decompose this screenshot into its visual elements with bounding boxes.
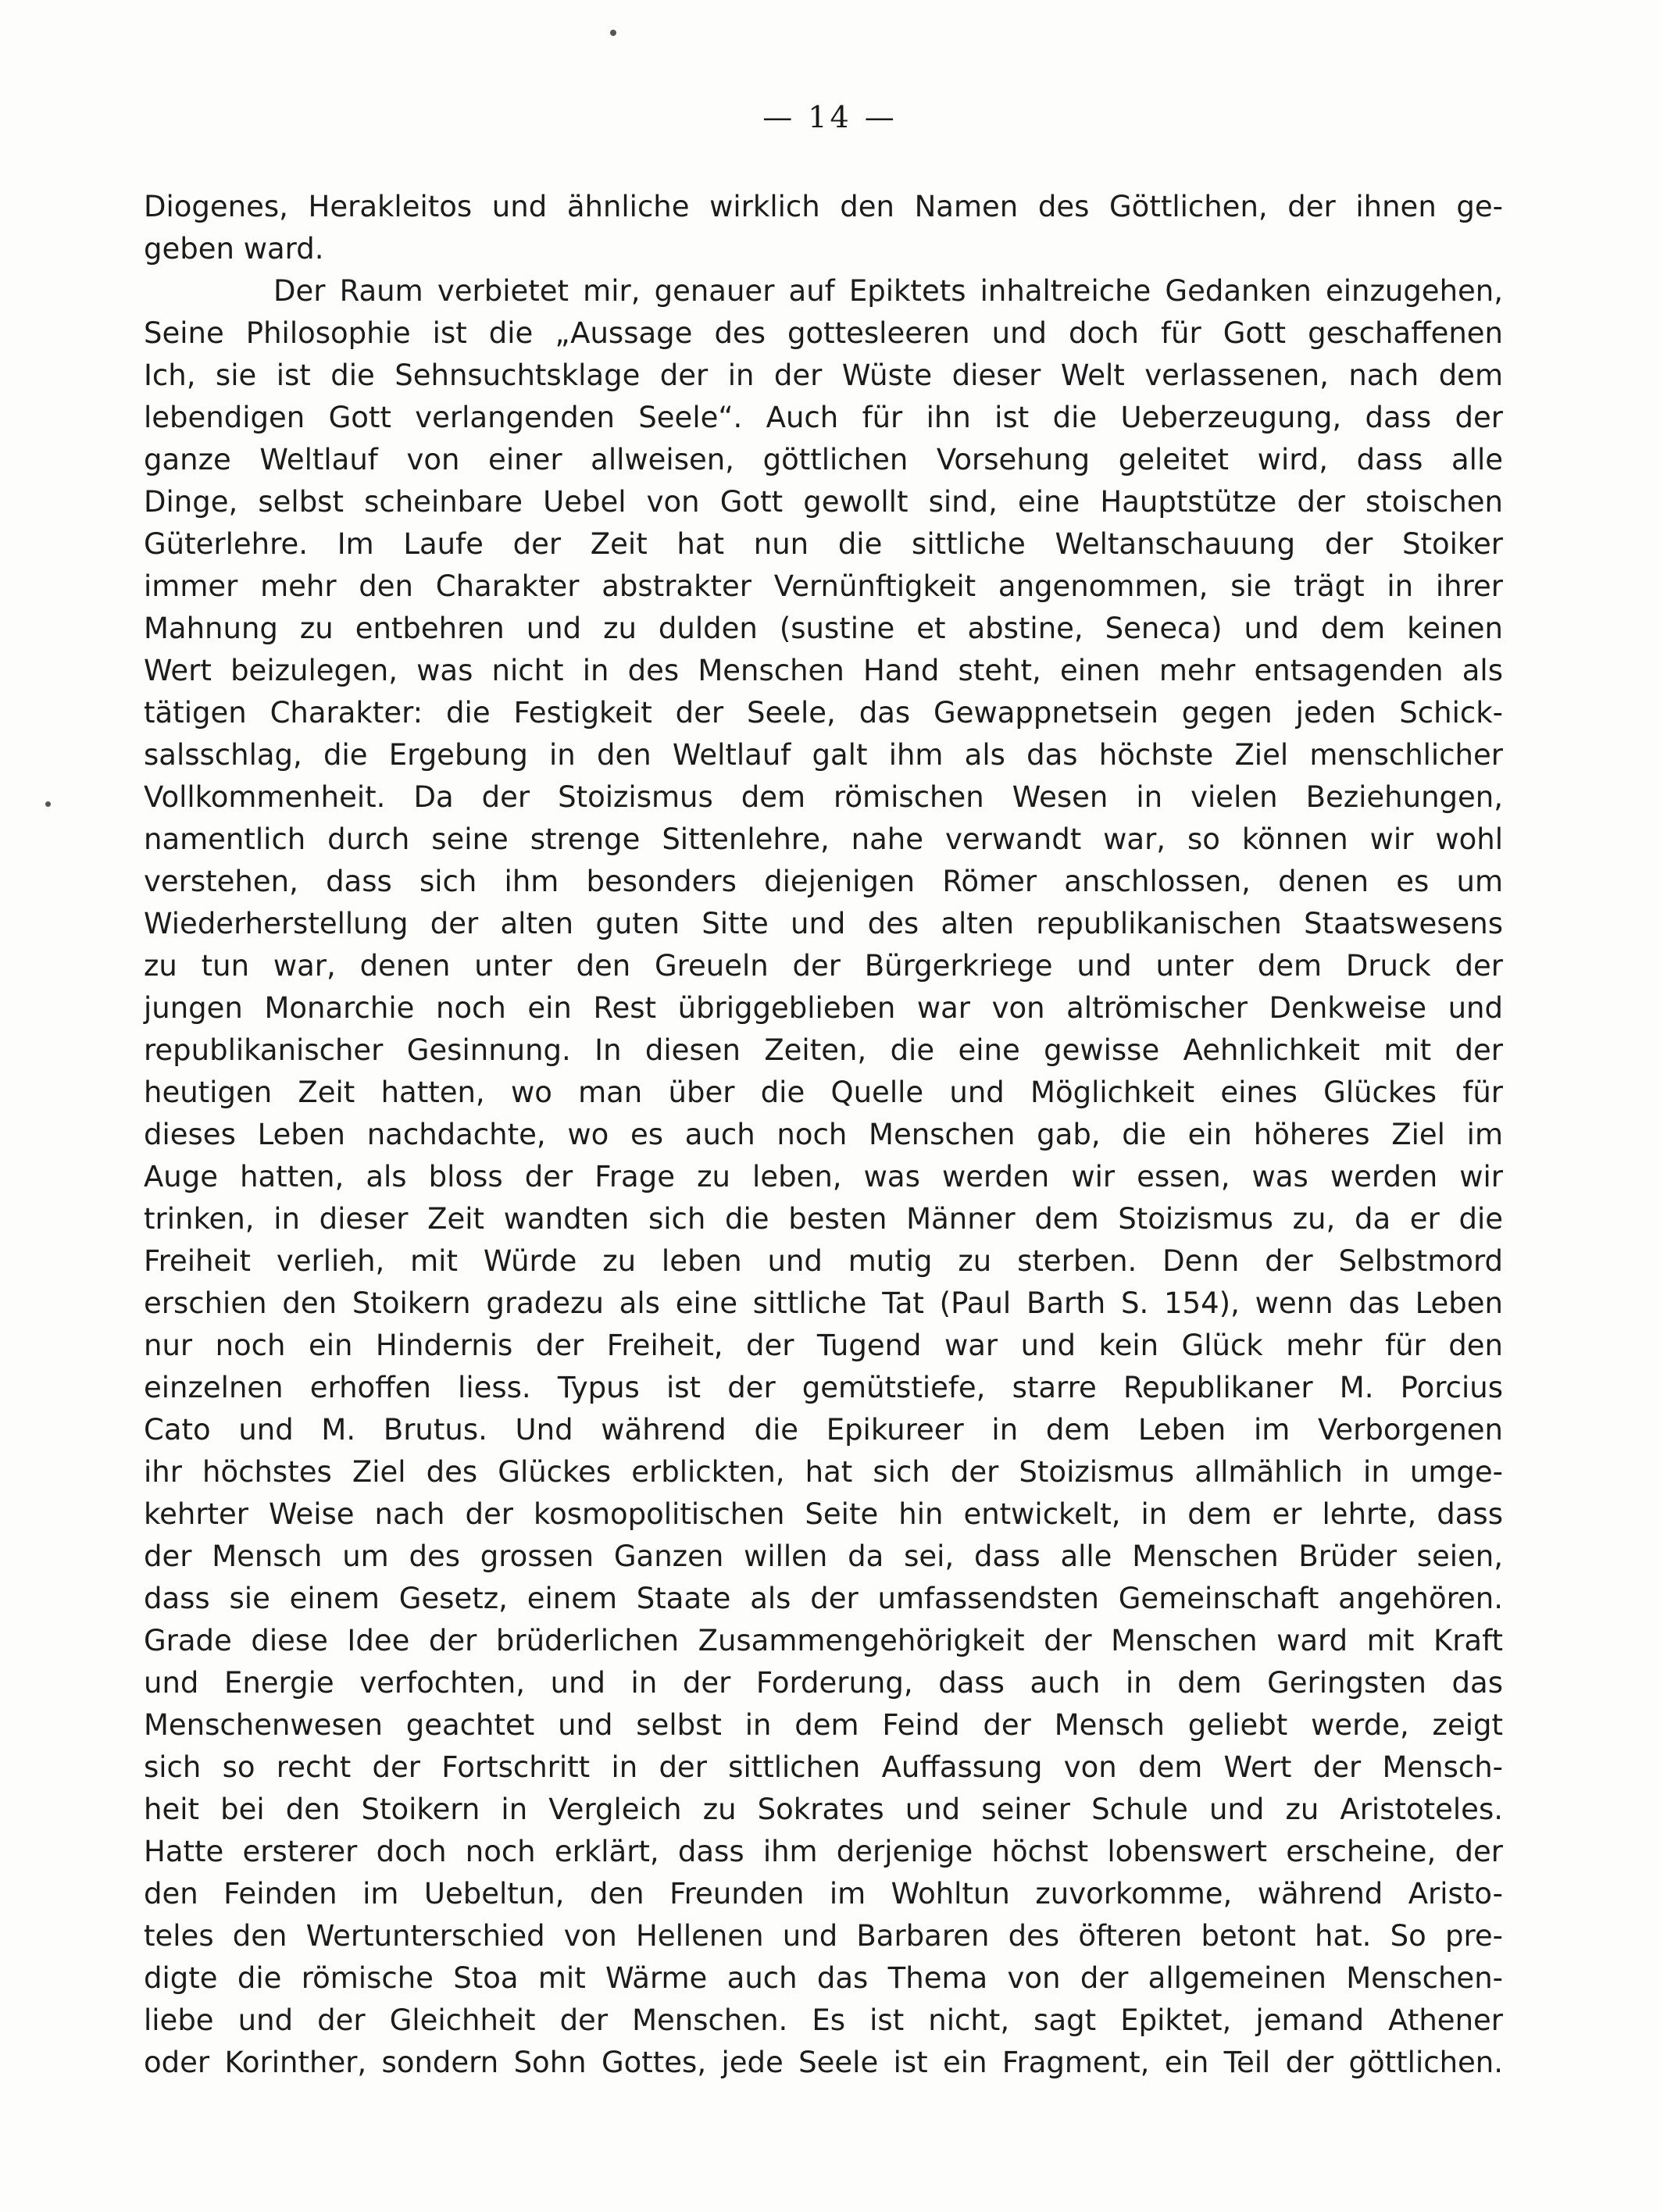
text-line: Grade diese Idee der brüderlichen Zusammengehörigkeit der Menschen ward mit Kraft: [144, 1624, 1503, 1657]
text-line: nur noch ein Hindernis der Freiheit, der Tugend war und kein Glück mehr für den: [144, 1329, 1503, 1362]
text-line: Seine Philosophie ist die „Aussage des gottesleeren und doch für Gott geschaffenen: [144, 316, 1503, 350]
text-line: heutigen Zeit hatten, wo man über die Quelle und Möglichkeit eines Glückes für: [144, 1076, 1503, 1109]
text-line: Freiheit verlieh, mit Würde zu leben und mutig zu sterben. Denn der Selbstmord: [144, 1244, 1503, 1278]
text-line: oder Korinther, sondern Sohn Gottes, jede Seele ist ein Fragment, ein Teil der göttlichen.: [144, 2046, 1503, 2079]
text-line: [144, 2084, 1503, 2126]
text-line: einzelnen erhoffen liess. Typus ist der gemütstiefe, starre Republikaner M. Porcius: [144, 1371, 1503, 1404]
text-line: dass sie einem Gesetz, einem Staate als der umfassendsten Gemeinschaft angehören.: [144, 1582, 1503, 1615]
text-line: tätigen Charakter: die Festigkeit der Seele, das Gewappnetsein gegen jeden Schick-: [144, 696, 1503, 730]
text-line: liebe und der Gleichheit der Menschen. Es ist nicht, sagt Epiktet, jemand Athener: [144, 2003, 1503, 2037]
text-line: immer mehr den Charakter abstrakter Vernünftigkeit angenommen, sie trägt in ihrer: [144, 569, 1503, 603]
text-line: Vollkommenheit. Da der Stoizismus dem römischen Wesen in vielen Beziehungen,: [144, 780, 1503, 814]
text-line: ganze Weltlauf von einer allweisen, göttlichen Vorsehung geleitet wird, dass alle: [144, 443, 1503, 476]
text-line: kehrter Weise nach der kosmopolitischen Seite hin entwickelt, in dem er lehrte, dass: [144, 1497, 1503, 1531]
page-number: — 14 —: [762, 100, 898, 134]
text-line: Ich, sie ist die Sehnsuchtsklage der in der Wüste dieser Welt verlassenen, nach dem: [144, 359, 1503, 392]
text-line: Auge hatten, als bloss der Frage zu leben, was werden wir essen, was werden wir: [144, 1160, 1503, 1193]
text-line: zu tun war, denen unter den Greueln der Bürgerkriege und unter dem Druck der: [144, 949, 1503, 983]
text-line: digte die römische Stoa mit Wärme auch das Thema von der allgemeinen Menschen-: [144, 1961, 1503, 1995]
text-line: republikanischer Gesinnung. In diesen Zeiten, die eine gewisse Aehnlichkeit mit der: [144, 1033, 1503, 1067]
text-line: und Energie verfochten, und in der Forderung, dass auch in dem Geringsten das: [144, 1666, 1503, 1700]
text-line: sich so recht der Fortschritt in der sittlichen Auffassung von dem Wert der Mensch-: [144, 1750, 1503, 1784]
text-line: Hatte ersterer doch noch erklärt, dass ihm derjenige höchst lobenswert erscheine, der: [144, 1835, 1503, 1868]
text-line: teles den Wertunterschied von Hellenen und Barbaren des öfteren betont hat. So pre-: [144, 1919, 1503, 1953]
text-line: den Feinden im Uebeltun, den Freunden im Wohltun zuvorkomme, während Aristo-: [144, 1877, 1503, 1911]
text-line: erschien den Stoikern gradezu als eine sittliche Tat (Paul Barth S. 154), wenn das Leben: [144, 1286, 1503, 1320]
text-line: Güterlehre. Im Laufe der Zeit hat nun die sittliche Weltanschauung der Stoiker: [144, 527, 1503, 561]
text-line: ihr höchstes Ziel des Glückes erblickten, hat sich der Stoizismus allmählich in umge-: [144, 1455, 1503, 1489]
text-line: Wiederherstellung der alten guten Sitte und des alten republikanischen Staatswesens: [144, 907, 1503, 940]
text-line: trinken, in dieser Zeit wandten sich die besten Männer dem Stoizismus zu, da er die: [144, 1202, 1503, 1236]
text-line: jungen Monarchie noch ein Rest übriggeblieben war von altrömischer Denkweise und: [144, 991, 1503, 1025]
text-line: Menschenwesen geachtet und selbst in dem Feind der Mensch geliebt werde, zeigt: [144, 1708, 1503, 1742]
text-line: dieses Leben nachdachte, wo es auch noch Menschen gab, die ein höheres Ziel im: [144, 1118, 1503, 1151]
text-line: Cato und M. Brutus. Und während die Epikureer in dem Leben im Verborgenen: [144, 1413, 1503, 1447]
text-line: Diogenes, Herakleitos und ähnliche wirklich den Namen des Göttlichen, der ihnen ge-: [144, 190, 1503, 223]
text-line: Der Raum verbietet mir, genauer auf Epiktets inhaltreiche Gedanken einzugehen,: [273, 274, 1503, 308]
text-line: heit bei den Stoikern in Vergleich zu Sokrates und seiner Schule und zu Aristoteles.: [144, 1793, 1503, 1826]
text-line: lebendigen Gott verlangenden Seele“. Auch für ihn ist die Ueberzeugung, dass der: [144, 401, 1503, 434]
text-line: Dinge, selbst scheinbare Uebel von Gott gewollt sind, eine Hauptstütze der stoischen: [144, 485, 1503, 519]
speck-mark: [610, 30, 616, 36]
text-line: namentlich durch seine strenge Sittenlehre, nahe verwandt war, so können wir wohl: [144, 822, 1503, 856]
text-line: verstehen, dass sich ihm besonders diejenigen Römer anschlossen, denen es um: [144, 865, 1503, 898]
text-line: geben ward.: [144, 232, 324, 266]
text-line: Mahnung zu entbehren und zu dulden (sustine et abstine, Seneca) und dem keinen: [144, 612, 1503, 645]
speck-mark: [45, 801, 51, 807]
text-line: der Mensch um des grossen Ganzen willen da sei, dass alle Menschen Brüder seien,: [144, 1539, 1503, 1573]
text-line: salsschlag, die Ergebung in den Weltlauf galt ihm als das höchste Ziel menschlicher: [144, 738, 1503, 772]
body-text: [144, 186, 1503, 2126]
text-line: Wert beizulegen, was nicht in des Menschen Hand steht, einen mehr entsagenden als: [144, 654, 1503, 687]
